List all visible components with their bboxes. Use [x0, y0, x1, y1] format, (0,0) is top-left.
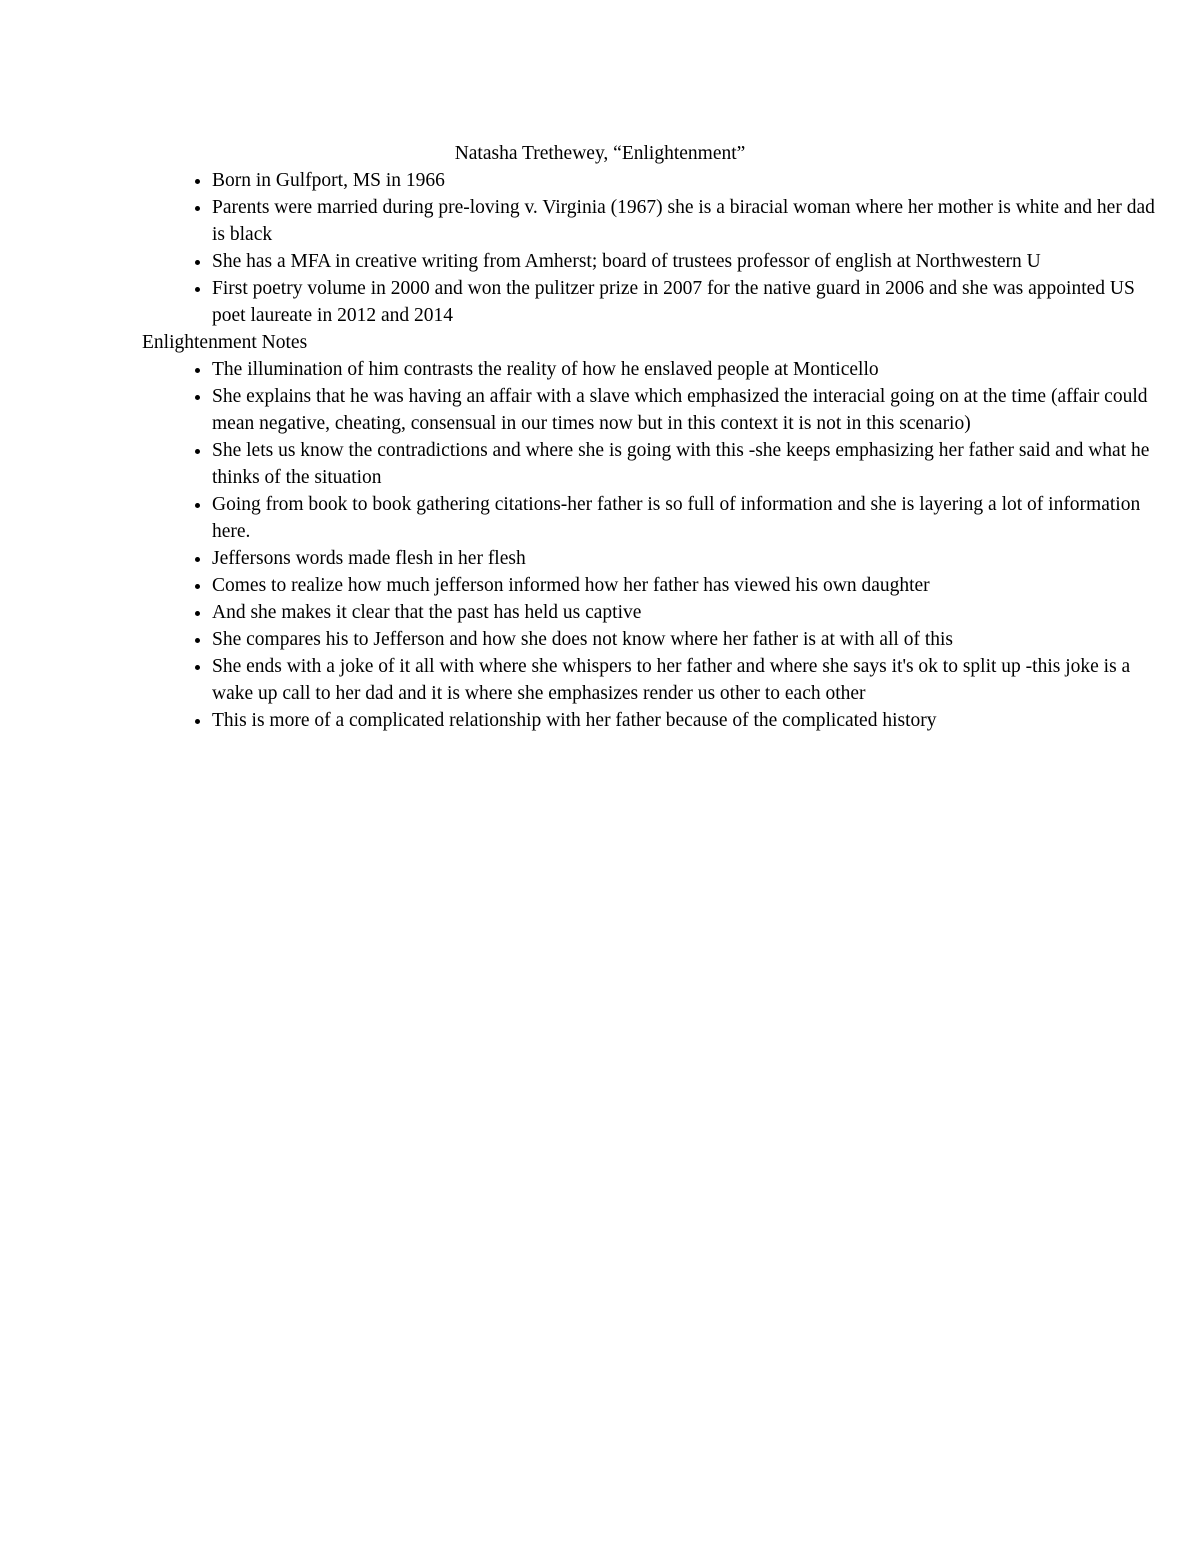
- list-item: • Born in Gulfport, MS in 1966: [212, 167, 1160, 194]
- document-title: Natasha Trethewey, “Enlightenment”: [454, 143, 746, 164]
- list-item: • She lets us know the contradictions and where she is going with this -she keeps emphasizing her father said and what he thinks of the situation: [212, 437, 1160, 491]
- list-item: • And she makes it clear that the past has held us captive: [212, 599, 1160, 626]
- list-item: • She compares his to Jefferson and how she does not know where her father is at with all of this: [212, 626, 1160, 653]
- intro-bullet-list: [0, 167, 1200, 329]
- list-item: • First poetry volume in 2000 and won the pulitzer prize in 2007 for the native guard in 2006 and she was appointed US poet laureate in 2012 and 2014: [212, 275, 1160, 329]
- list-item: • The illumination of him contrasts the reality of how he enslaved people at Monticello: [212, 356, 1160, 383]
- list-item: • Going from book to book gathering citations-her father is so full of information and she is layering a lot of information here.: [212, 491, 1160, 545]
- list-item: • Parents were married during pre-loving v. Virginia (1967) she is a biracial woman where her mother is white and her dad is black: [212, 194, 1160, 248]
- list-item: • Comes to realize how much jefferson informed how her father has viewed his own daughter: [212, 572, 1160, 599]
- notes-bullet-list: [0, 356, 1200, 734]
- list-item: • Jeffersons words made flesh in her flesh: [212, 545, 1160, 572]
- list-item: • This is more of a complicated relationship with her father because of the complicated history: [212, 707, 1160, 734]
- list-item: • She ends with a joke of it all with where she whispers to her father and where she says it's ok to split up -this joke is a wake up call to her dad and it is where she emphasizes render us other to each other: [212, 653, 1160, 707]
- list-item: • She has a MFA in creative writing from Amherst; board of trustees professor of english at Northwestern U: [212, 248, 1160, 275]
- section-heading: Enlightenment Notes: [142, 332, 308, 353]
- list-item: • She explains that he was having an affair with a slave which emphasized the interacial going on at the time (affair could mean negative, cheating, consensual in our times now but in this context it is not in this scenario): [212, 383, 1160, 437]
